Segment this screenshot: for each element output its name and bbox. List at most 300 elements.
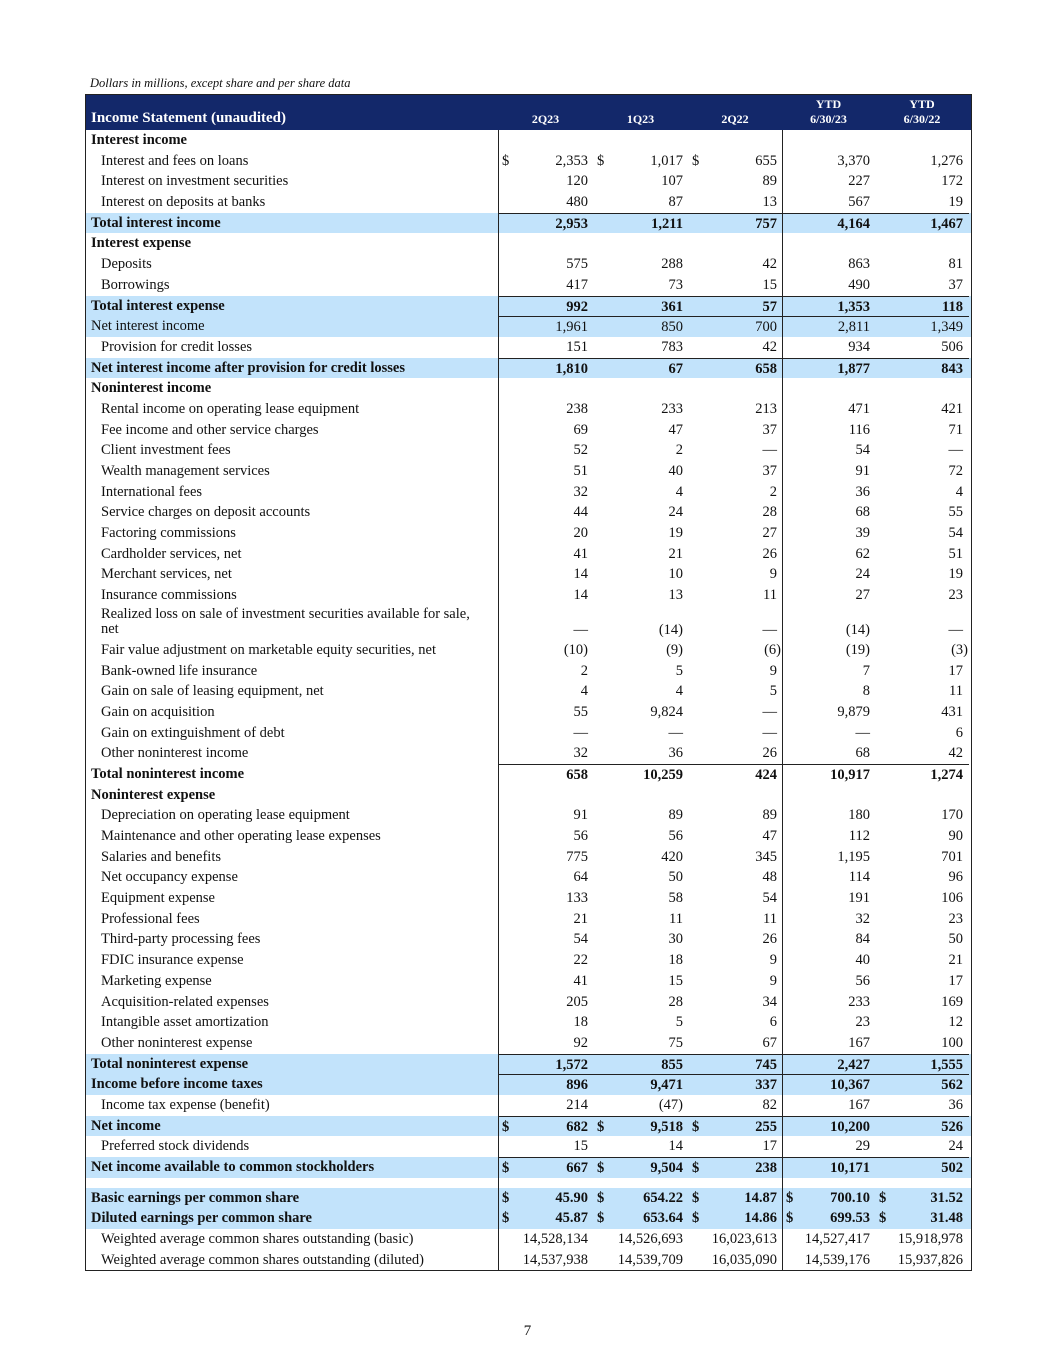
currency-sign: $ — [786, 1210, 794, 1227]
row-label: Net interest income — [91, 318, 205, 335]
cell-value: 54 — [948, 525, 963, 542]
cell-value: 9,518 — [650, 1118, 683, 1135]
row-cell — [593, 620, 688, 640]
cell-value: 23 — [948, 910, 963, 927]
cell-value: 40 — [668, 463, 683, 479]
row-cell — [498, 847, 593, 868]
row-cell — [593, 723, 688, 744]
row-cell — [688, 461, 782, 482]
cell-value: 238 — [566, 400, 588, 417]
cell-value: 10,259 — [643, 766, 683, 783]
cell-value: 56 — [573, 828, 588, 844]
cell-value: 15 — [762, 276, 777, 293]
cell-value: 42 — [762, 256, 777, 273]
cell-value: 14 — [573, 587, 588, 604]
cell-value: 19 — [948, 194, 963, 211]
cell-value: 151 — [566, 338, 588, 355]
cell-value: 14,527,417 — [804, 1231, 870, 1248]
table-row — [86, 1208, 971, 1229]
cell-value: 4 — [675, 483, 683, 500]
row-cell — [782, 1229, 875, 1250]
cell-value: 10,200 — [830, 1118, 870, 1135]
currency-sign: $ — [692, 1210, 700, 1227]
row-label: Bank-owned life insurance — [101, 662, 258, 679]
row-cell — [782, 296, 875, 318]
row-cell — [498, 1250, 593, 1271]
row-label: Net occupancy expense — [101, 869, 238, 886]
row-cell — [498, 785, 593, 806]
table-row — [86, 1095, 971, 1116]
row-cell — [875, 1229, 969, 1250]
cell-value: (47) — [658, 1096, 683, 1113]
row-cell — [688, 785, 782, 806]
row-cell — [498, 213, 593, 235]
cell-value: 1,349 — [930, 319, 963, 336]
cell-value: 81 — [948, 256, 963, 273]
row-cell — [782, 1012, 875, 1033]
row-label: Maintenance and other operating lease expenses — [101, 828, 381, 844]
cell-value: 2 — [580, 662, 588, 679]
row-cell — [782, 1095, 875, 1116]
row-label: Gain on sale of leasing equipment, net — [101, 683, 324, 700]
cell-value: 214 — [566, 1096, 588, 1113]
cell-value: 68 — [855, 504, 870, 521]
row-cell — [593, 275, 688, 296]
row-cell — [498, 661, 593, 682]
cell-value: 2,811 — [837, 319, 870, 336]
row-label: Net interest income after provision for credit losses — [91, 359, 405, 376]
cell-value: 21 — [573, 910, 588, 927]
table-row — [86, 805, 971, 826]
cell-value: 4 — [955, 483, 963, 500]
cell-value: 11 — [763, 910, 777, 927]
row-cell — [688, 929, 782, 950]
row-cell — [688, 564, 782, 585]
cell-value: 2 — [675, 442, 683, 459]
cell-value: 12 — [948, 1014, 963, 1031]
cell-value: 567 — [848, 194, 870, 211]
row-cell — [875, 420, 969, 441]
row-cell — [593, 971, 688, 992]
row-cell — [498, 564, 593, 585]
cell-value: 213 — [755, 400, 777, 417]
row-cell — [498, 1033, 593, 1054]
cell-value: 116 — [848, 421, 870, 438]
cell-value: 17 — [948, 972, 963, 989]
row-cell — [782, 929, 875, 950]
cell-value: 120 — [566, 173, 588, 190]
row-cell — [688, 640, 782, 661]
row-cell — [498, 867, 593, 888]
row-cell — [782, 1074, 875, 1096]
row-cell — [875, 171, 969, 192]
cell-value: 9 — [769, 662, 777, 679]
cell-value: 42 — [762, 338, 777, 355]
row-cell — [688, 805, 782, 826]
table-row — [86, 171, 971, 192]
table-row — [86, 867, 971, 888]
table-row — [86, 681, 971, 702]
cell-value: — — [668, 724, 683, 741]
row-cell — [875, 461, 969, 482]
row-cell — [875, 585, 969, 606]
cell-value: 34 — [762, 993, 777, 1010]
row-cell — [593, 213, 688, 235]
currency-sign: $ — [786, 1189, 794, 1206]
row-cell — [593, 929, 688, 950]
cell-value: — — [573, 621, 588, 638]
cell-value: 783 — [661, 338, 683, 355]
row-cell — [593, 1188, 688, 1209]
cell-value: 167 — [848, 1096, 870, 1113]
row-cell — [782, 1136, 875, 1157]
row-cell — [593, 130, 688, 151]
currency-sign: $ — [692, 152, 700, 169]
row-label: Factoring commissions — [101, 525, 236, 542]
table-row — [86, 1074, 971, 1095]
cell-value: 11 — [669, 910, 683, 927]
cell-value: 26 — [762, 545, 777, 562]
table-row — [86, 192, 971, 213]
cell-value: 15,937,826 — [897, 1251, 963, 1268]
table-row — [86, 640, 971, 661]
cell-value: 421 — [941, 400, 963, 417]
row-cell — [688, 1229, 782, 1250]
cell-value: 667 — [566, 1160, 588, 1176]
table-row — [86, 1136, 971, 1157]
row-label: Fee income and other service charges — [101, 421, 319, 438]
row-label: Net income — [91, 1117, 161, 1134]
row-label: Other noninterest income — [101, 745, 249, 762]
row-cell — [688, 1054, 782, 1076]
row-cell — [875, 723, 969, 744]
currency-sign: $ — [692, 1189, 700, 1206]
row-cell — [498, 1157, 593, 1179]
cell-value: 100 — [941, 1034, 963, 1051]
cell-value: 32 — [855, 910, 870, 927]
row-cell — [875, 275, 969, 296]
cell-value: 56 — [855, 972, 870, 989]
row-label: Deposits — [101, 256, 152, 273]
cell-value: 50 — [948, 931, 963, 948]
row-cell — [875, 544, 969, 565]
row-cell — [875, 378, 969, 399]
cell-value: — — [948, 621, 963, 638]
row-cell — [782, 585, 875, 606]
cell-value: 361 — [661, 298, 683, 315]
table-row — [86, 971, 971, 992]
cell-value: 71 — [948, 421, 963, 438]
table-row — [86, 826, 971, 847]
row-cell — [782, 1116, 875, 1138]
cell-value: 57 — [762, 298, 777, 315]
cell-value: 15,918,978 — [897, 1231, 963, 1248]
row-cell — [593, 1012, 688, 1033]
table-row — [86, 847, 971, 868]
cell-value: 9 — [769, 952, 777, 969]
row-cell — [593, 826, 688, 847]
row-cell — [688, 502, 782, 523]
cell-value: 26 — [762, 931, 777, 948]
row-cell — [593, 316, 688, 338]
cell-value: 114 — [848, 869, 870, 886]
cell-value: 39 — [855, 525, 870, 542]
cell-value: 1,211 — [651, 215, 683, 232]
currency-sign: $ — [597, 1160, 605, 1176]
cell-value: 64 — [573, 869, 588, 886]
row-cell — [875, 826, 969, 847]
row-label: Fair value adjustment on marketable equity securities, net — [101, 641, 437, 658]
table-row — [86, 1012, 971, 1033]
row-label: Client investment fees — [101, 442, 231, 459]
row-cell — [875, 1095, 969, 1116]
row-cell — [782, 316, 875, 338]
table-row — [86, 585, 971, 606]
cell-value: 30 — [668, 931, 683, 948]
cell-value: 1,274 — [930, 766, 963, 783]
row-cell — [593, 640, 688, 661]
row-cell — [875, 213, 969, 235]
row-cell — [498, 723, 593, 744]
row-cell — [875, 233, 969, 254]
cell-value: 1,276 — [930, 152, 963, 169]
cell-value: 1,555 — [930, 1056, 963, 1073]
row-cell — [593, 358, 688, 380]
cell-value: 32 — [573, 745, 588, 762]
row-label: Interest on investment securities — [101, 173, 289, 190]
row-cell — [875, 130, 969, 151]
row-cell — [688, 1033, 782, 1054]
row-label: FDIC insurance expense — [101, 952, 244, 969]
row-cell — [688, 681, 782, 702]
row-cell — [875, 564, 969, 585]
cell-value: 17 — [948, 662, 963, 679]
cell-value: 502 — [941, 1160, 963, 1176]
row-cell — [498, 192, 593, 213]
table-row — [86, 316, 971, 337]
row-label: Weighted average common shares outstanding (diluted) — [101, 1251, 424, 1268]
table-row — [86, 502, 971, 523]
cell-value: 14,528,134 — [522, 1231, 588, 1248]
row-cell — [875, 1208, 969, 1229]
row-cell — [688, 1095, 782, 1116]
row-cell — [593, 681, 688, 702]
row-cell — [875, 151, 969, 172]
cell-value: (19) — [845, 641, 870, 658]
row-cell — [875, 950, 969, 971]
table-row — [86, 337, 971, 358]
cell-value: 47 — [762, 828, 777, 844]
row-cell — [593, 420, 688, 441]
cell-value: 18 — [668, 952, 683, 969]
cell-value: 23 — [948, 587, 963, 604]
cell-value: — — [762, 621, 777, 638]
row-cell — [498, 378, 593, 399]
row-cell — [875, 805, 969, 826]
row-cell — [875, 523, 969, 544]
row-cell — [688, 523, 782, 544]
cell-value: 2,953 — [555, 215, 588, 232]
row-label: Basic earnings per common share — [91, 1189, 300, 1206]
row-label: Gain on acquisition — [101, 703, 215, 720]
row-cell — [875, 971, 969, 992]
row-cell — [875, 888, 969, 909]
table-row — [86, 523, 971, 544]
cell-value: 3,370 — [837, 152, 870, 169]
cell-value: 191 — [848, 890, 870, 907]
row-label: Diluted earnings per common share — [91, 1210, 312, 1227]
table-row — [86, 254, 971, 275]
cell-value: 89 — [668, 807, 683, 824]
cell-value: (9) — [666, 641, 683, 658]
row-label: Wealth management services — [101, 463, 270, 479]
row-label: Interest and fees on loans — [101, 152, 249, 169]
cell-value: 863 — [848, 256, 870, 273]
row-cell — [782, 743, 875, 764]
row-cell — [782, 620, 875, 640]
cell-value: 133 — [566, 890, 588, 907]
row-cell — [688, 1116, 782, 1138]
row-cell — [782, 275, 875, 296]
currency-sign: $ — [692, 1160, 700, 1176]
cell-value: 11 — [763, 587, 777, 604]
cell-value: 682 — [566, 1118, 588, 1135]
row-cell — [688, 620, 782, 640]
cell-value: 9,824 — [650, 703, 683, 720]
row-cell — [688, 399, 782, 420]
cell-value: 55 — [948, 504, 963, 521]
cell-value: 14.86 — [744, 1210, 777, 1227]
row-cell — [593, 564, 688, 585]
row-label: Net income available to common stockholders — [91, 1159, 375, 1175]
cell-value: 89 — [762, 807, 777, 824]
cell-value: — — [762, 703, 777, 720]
cell-value: 654.22 — [643, 1189, 683, 1206]
table-row — [86, 743, 971, 764]
row-cell — [688, 702, 782, 723]
cell-value: 51 — [948, 545, 963, 562]
row-cell — [782, 130, 875, 151]
row-cell — [593, 1116, 688, 1138]
table-row — [86, 723, 971, 744]
table-row — [86, 544, 971, 565]
table-row — [86, 1116, 971, 1137]
cell-value: 180 — [848, 807, 870, 824]
cell-value: 6 — [769, 1014, 777, 1031]
cell-value: 850 — [661, 319, 683, 336]
row-cell — [782, 1054, 875, 1076]
cell-value: 757 — [755, 215, 777, 232]
row-cell — [498, 440, 593, 461]
row-cell — [498, 702, 593, 723]
income-statement-table — [85, 94, 972, 1271]
row-label: Weighted average common shares outstanding (basic) — [101, 1231, 414, 1248]
table-row — [86, 785, 971, 806]
cell-value: 50 — [668, 869, 683, 886]
cell-value: 58 — [668, 890, 683, 907]
row-cell — [875, 785, 969, 806]
row-cell — [782, 1208, 875, 1229]
cell-value: 24 — [948, 1138, 963, 1155]
table-row — [86, 950, 971, 971]
currency-sign: $ — [879, 1210, 887, 1227]
cell-value: 68 — [855, 745, 870, 762]
row-cell — [593, 482, 688, 503]
row-label: Cardholder services, net — [101, 545, 242, 562]
row-cell — [782, 254, 875, 275]
cell-value: 40 — [855, 952, 870, 969]
row-cell — [688, 826, 782, 847]
cell-value: 14,539,176 — [804, 1251, 870, 1268]
table-row — [86, 929, 971, 950]
row-cell — [498, 971, 593, 992]
row-cell — [688, 171, 782, 192]
table-row — [86, 420, 971, 441]
row-cell — [782, 909, 875, 930]
row-cell — [593, 233, 688, 254]
cell-value: 655 — [755, 152, 777, 169]
row-cell — [498, 482, 593, 503]
row-cell — [688, 1188, 782, 1209]
cell-value: 480 — [566, 194, 588, 211]
row-label: Interest expense — [91, 235, 192, 252]
cell-value: 36 — [948, 1096, 963, 1113]
row-cell — [782, 420, 875, 441]
cell-value: 14 — [573, 566, 588, 583]
cell-value: 2,427 — [837, 1056, 870, 1073]
cell-value: 22 — [573, 952, 588, 969]
row-label: Noninterest expense — [91, 786, 216, 803]
row-cell — [593, 1157, 688, 1179]
row-label: Depreciation on operating lease equipment — [101, 807, 350, 824]
row-cell — [782, 847, 875, 868]
row-cell — [782, 640, 875, 661]
table-row — [86, 1033, 971, 1054]
currency-sign: $ — [597, 1189, 605, 1206]
cell-value: 699.53 — [830, 1210, 870, 1227]
col-header-2q23: 2Q23 — [531, 112, 560, 126]
cell-value: 167 — [848, 1034, 870, 1051]
table-row — [86, 564, 971, 585]
cell-value: 37 — [948, 276, 963, 293]
cell-value: 41 — [573, 972, 588, 989]
table-header — [86, 95, 971, 130]
cell-value: 5 — [675, 662, 683, 679]
row-cell — [688, 764, 782, 786]
row-label: Total interest expense — [91, 297, 225, 314]
row-label: Income before income taxes — [91, 1076, 263, 1093]
row-label: Professional fees — [101, 910, 200, 927]
cell-value: 934 — [848, 338, 870, 355]
cell-value: 16,023,613 — [711, 1231, 777, 1248]
row-cell — [593, 661, 688, 682]
row-cell — [688, 213, 782, 235]
row-cell — [688, 992, 782, 1013]
currency-sign: $ — [597, 1210, 605, 1227]
cell-value: 47 — [668, 421, 683, 438]
row-cell — [498, 502, 593, 523]
row-label: Third-party processing fees — [101, 931, 261, 948]
cell-value: 106 — [941, 890, 963, 907]
cell-value: 18 — [573, 1014, 588, 1031]
cell-value: 700 — [755, 319, 777, 336]
row-cell — [688, 971, 782, 992]
table-row — [86, 358, 971, 379]
row-cell — [782, 723, 875, 744]
row-cell — [875, 992, 969, 1013]
cell-value: 15 — [573, 1138, 588, 1155]
row-cell — [593, 440, 688, 461]
